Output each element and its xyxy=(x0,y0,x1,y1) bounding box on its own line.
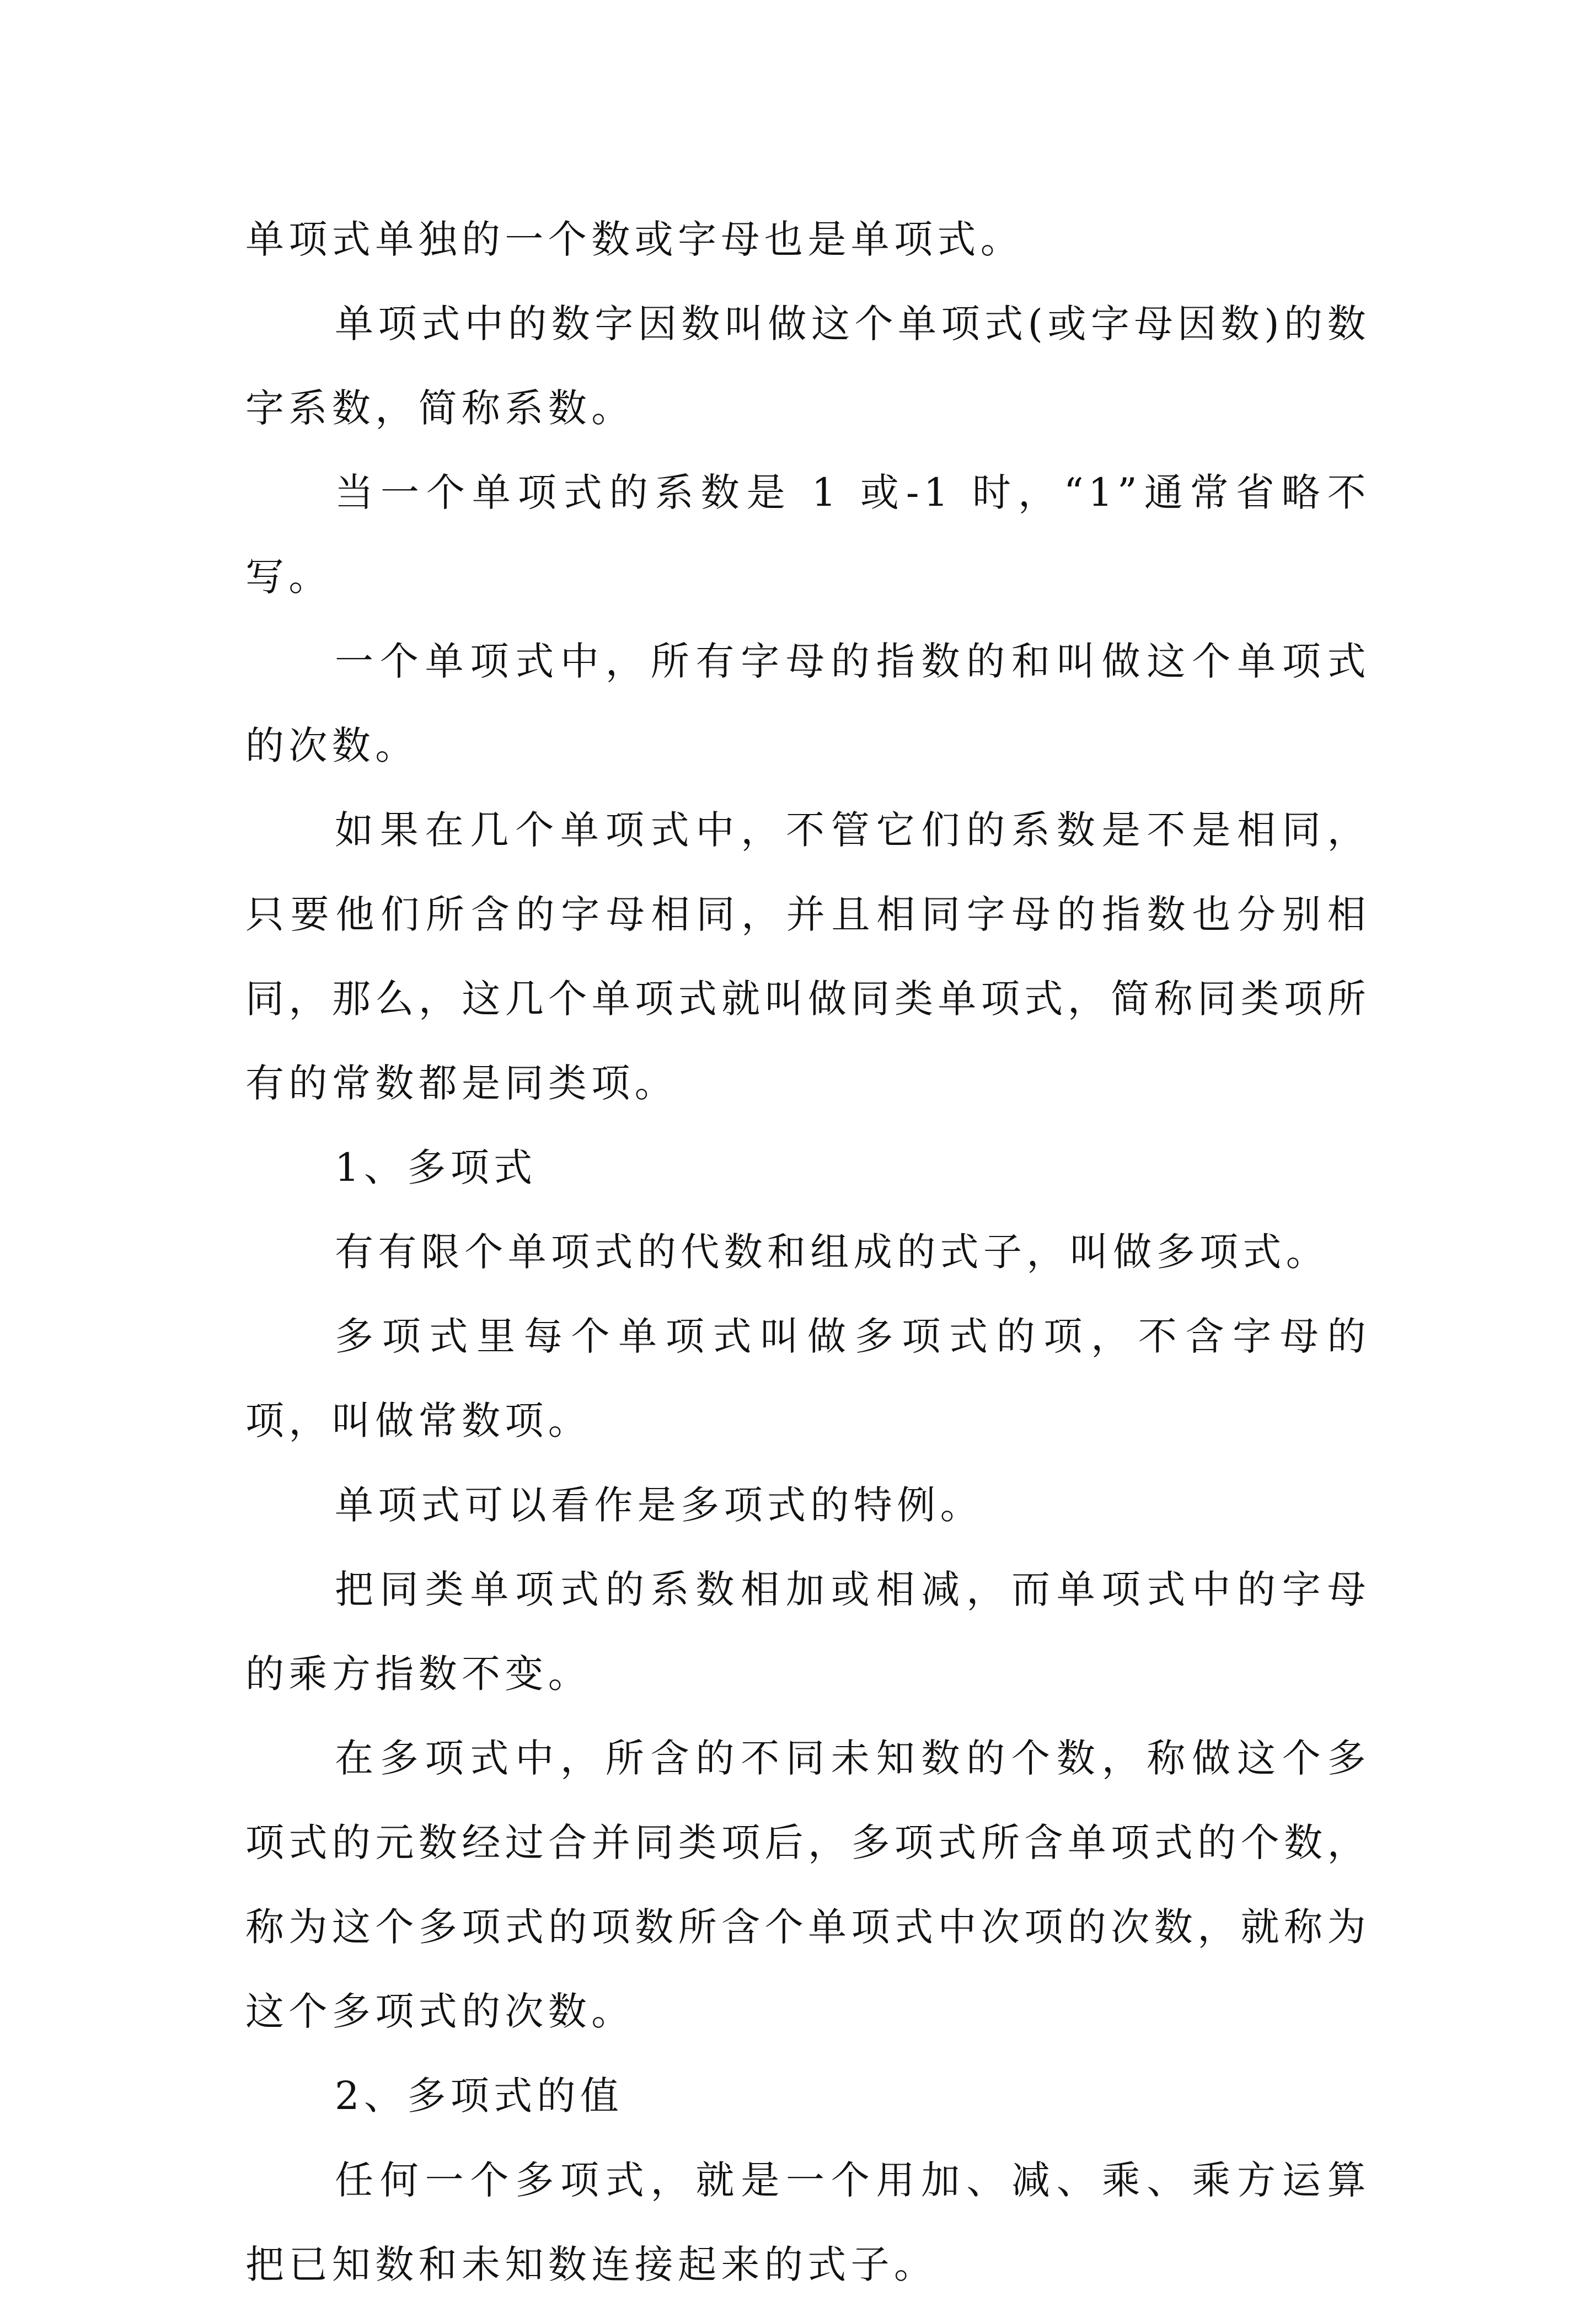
paragraph-special-case: 单项式可以看作是多项式的特例。 xyxy=(335,1482,983,1528)
document-body xyxy=(245,197,1370,2307)
paragraph-like-terms: 如果在几个单项式中，不管它们的系数是不是相同，只要他们所含的字母相同，并且相同字母的指数也分别相同，那么，这几个单项式就叫做同类单项式，简称同类项所有的常数都是同类项。 xyxy=(245,807,1370,1106)
paragraph-monomial-definition: 单项式单独的一个数或字母也是单项式。 xyxy=(245,217,1024,262)
section-heading-polynomial-value: 2、多项式的值 xyxy=(335,2073,624,2118)
paragraph-polynomial-degree: 在多项式中，所含的不同未知数的个数，称做这个多项式的元数经过合并同类项后，多项式所含单项式的个数，称为这个多项式的项数所含个单项式中次项的次数，就称为这个多项式的次数。 xyxy=(245,1736,1370,2034)
paragraph-coefficient: 单项式中的数字因数叫做这个单项式(或字母因数)的数字系数，简称系数。 xyxy=(245,301,1370,431)
paragraph-combining-terms: 把同类单项式的系数相加或相减，而单项式中的字母的乘方指数不变。 xyxy=(245,1567,1370,1696)
paragraph-coefficient-one: 当一个单项式的系数是 1 或-1 时，“1”通常省略不写。 xyxy=(245,470,1370,600)
section-heading-polynomial: 1、多项式 xyxy=(335,1145,537,1190)
paragraph-polynomial-definition: 有有限个单项式的代数和组成的式子，叫做多项式。 xyxy=(335,1229,1330,1275)
paragraph-polynomial-expression: 任何一个多项式，就是一个用加、减、乘、乘方运算把已知数和未知数连接起来的式子。 xyxy=(245,2158,1370,2287)
paragraph-degree: 一个单项式中，所有字母的指数的和叫做这个单项式的次数。 xyxy=(245,639,1370,768)
paragraph-polynomial-terms: 多项式里每个单项式叫做多项式的项，不含字母的项，叫做常数项。 xyxy=(245,1314,1370,1443)
